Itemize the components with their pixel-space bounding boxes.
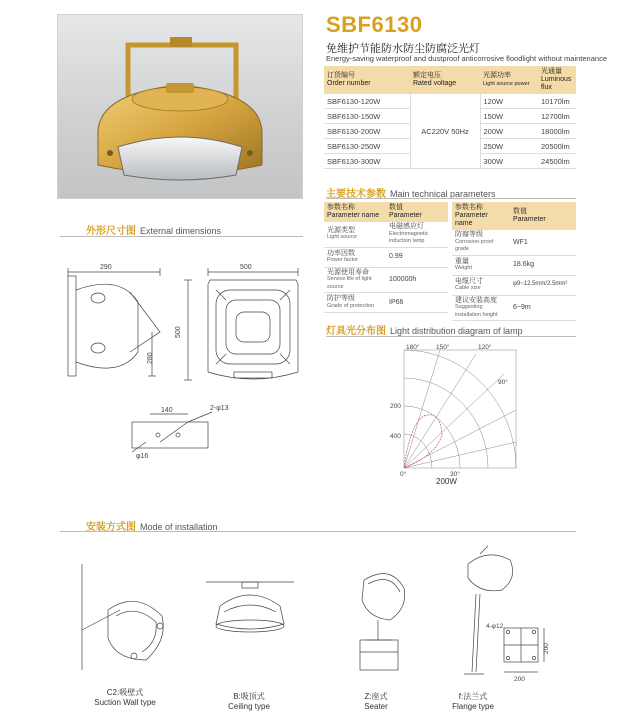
divider (60, 236, 303, 237)
col-flux-header: 光通量 Luminous flux (538, 66, 576, 94)
dim-label: 140 (161, 407, 173, 414)
radial-label: 400 (390, 433, 401, 440)
col-order-header: 订货编号 Order number (324, 66, 410, 94)
external-dimension-drawing (60, 262, 305, 467)
table-row: 光源使用寿命 Service life of light source 100000h (324, 267, 448, 293)
install-caption-ceiling: B:吸顶式 Ceiling type (228, 692, 270, 711)
flux: 24500lm (538, 154, 576, 169)
flux: 12700lm (538, 109, 576, 124)
dim-label: 200 (543, 643, 550, 654)
dim-label: 4-φ12 (486, 623, 504, 630)
divider (326, 198, 576, 199)
angle-label: 150° (436, 344, 450, 351)
seater-drawing (338, 564, 418, 674)
dim-label: 2-φ13 (210, 405, 229, 412)
table-row: 重量 Weight 18.6kg (452, 255, 576, 275)
angle-label: 180° (406, 344, 420, 351)
product-title-cn: 免维护节能防水防尘防腐泛光灯 (326, 43, 480, 55)
power: 300W (480, 154, 538, 169)
main-params-heading: 主要技术参数 Main technical parameters (326, 189, 496, 200)
table-row: 电缆尺寸 Cable size φ9~12.5mm/2.5mm² (452, 275, 576, 295)
order-spec-table (324, 66, 576, 169)
divider (326, 336, 576, 337)
order-number: SBF6130-200W (324, 124, 410, 139)
table-row (324, 94, 576, 109)
angle-label: 90° (498, 379, 508, 386)
ceiling-mount-drawing (200, 578, 300, 642)
rated-voltage: AC220V 50Hz (410, 94, 480, 169)
radial-label: 200 (390, 403, 401, 410)
table-row: 防护等级 Grade of protection IP66 (324, 293, 448, 313)
dim-label: 500 (175, 326, 182, 338)
table-row: 功率因数 Power factor 0.99 (324, 247, 448, 267)
dim-label: 290 (100, 264, 112, 271)
col-power-header: 光源功率 Light source power (480, 66, 538, 94)
power: 150W (480, 109, 538, 124)
product-photo (57, 14, 303, 199)
dim-label: 500 (240, 264, 252, 271)
install-caption-wall: C2:吸壁式 Suction Wall type (94, 688, 156, 707)
dim-label: 280 (147, 352, 154, 364)
angle-label: 30° (450, 471, 460, 478)
power: 250W (480, 139, 538, 154)
polar-distribution-chart (380, 344, 530, 494)
light-dist-heading: 灯具光分布图 Light distribution diagram of lamp (326, 326, 523, 337)
table-row: 防腐等级 Corrosion-proof grade WF1 (452, 230, 576, 255)
light-dist-caption: 200W (436, 477, 457, 486)
dim-label: φ16 (136, 453, 149, 460)
power: 200W (480, 124, 538, 139)
order-number: SBF6130-300W (324, 154, 410, 169)
table-row: 建议安装高度 Suggesting installation height 6~9m (452, 295, 576, 321)
params-table-left: 参数名称 Parameter name 数值 Parameter 光源类型 Light source 电磁感应灯 Electromagnetic induction lamp 功率因数 Power factor 0.99 光源使用寿命 Service life of light source 100000h 防护等级 Grade of protection IP66 (324, 202, 448, 313)
angle-label: 0° (400, 471, 407, 478)
flux: 20500lm (538, 139, 576, 154)
power: 120W (480, 94, 538, 109)
wall-mount-drawing (76, 560, 176, 680)
installation-heading: 安装方式图 Mode of installation (86, 522, 218, 533)
floodlight-image (58, 15, 302, 198)
ext-dim-heading: 外形尺寸图 External dimensions (86, 226, 222, 237)
install-caption-seater: Z:座式 Seater (364, 692, 388, 711)
product-title-en: Energy-saving waterproof and dustproof anticorrosive floodlight without maintenance (326, 54, 607, 63)
order-number: SBF6130-150W (324, 109, 410, 124)
flux: 18000lm (538, 124, 576, 139)
product-model: SBF6130 (326, 12, 423, 37)
table-row: 光源类型 Light source 电磁感应灯 Electromagnetic induction lamp (324, 222, 448, 247)
order-number: SBF6130-120W (324, 94, 410, 109)
col-voltage-header: 额定电压 Rated voltage (410, 66, 480, 94)
divider (60, 531, 576, 532)
flux: 10170lm (538, 94, 576, 109)
install-caption-flange: f:法兰式 Flange type (452, 692, 494, 711)
params-table-right: 参数名称 Parameter name 数值 Parameter 防腐等级 Corrosion-proof grade WF1 重量 Weight 18.6kg 电缆尺寸 Cable size φ9~12.5mm/2.5mm² 建议安装高度 Suggesting installation height 6~9m (452, 202, 576, 321)
flange-mount-drawing (458, 544, 558, 684)
order-number: SBF6130-250W (324, 139, 410, 154)
angle-label: 120° (478, 344, 492, 351)
dim-label: 200 (514, 676, 525, 683)
